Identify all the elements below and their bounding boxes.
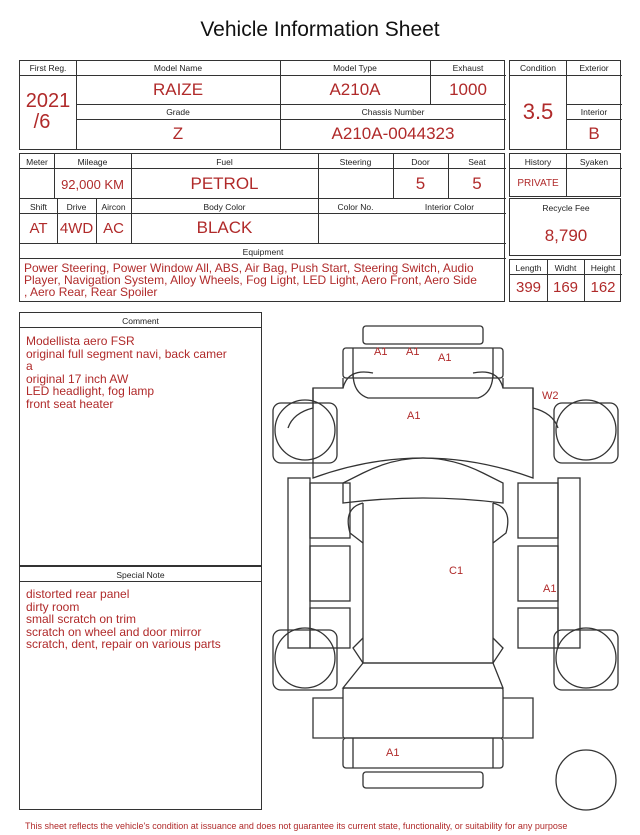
car-damage-diagram — [268, 318, 628, 818]
model-type-label: Model Type — [333, 63, 377, 73]
comment-line: a — [26, 359, 33, 373]
damage-mark: A1 — [406, 346, 420, 358]
special-note-box — [19, 566, 262, 810]
comment-line: original 17 inch AW — [26, 371, 129, 386]
comment-line: LED headlight, fog lamp — [26, 384, 155, 398]
comment-lines — [26, 335, 227, 410]
history-table — [509, 153, 621, 197]
special-note-line: scratch, dent, repair on various parts — [26, 637, 221, 651]
comment-line: original full segment navi, back camer — [26, 346, 227, 361]
height-label: Height — [590, 263, 616, 273]
drive-value: 4WD — [59, 220, 94, 237]
disclaimer-footer: This sheet reflects the vehicle's condition at issuance and does not guarantee its current state, functionality, or suitability for any purpose — [25, 821, 568, 831]
exterior-label: Exterior — [579, 63, 609, 73]
special-note-line: scratch on wheel and door mirror — [26, 624, 202, 639]
chassis-label: Chassis Number — [361, 107, 425, 117]
exhaust-label: Exhaust — [452, 63, 484, 73]
aircon-value: AC — [103, 220, 124, 237]
condition-value: 3.5 — [522, 99, 554, 124]
hood-panel — [313, 378, 533, 478]
damage-mark: A1 — [386, 747, 400, 759]
steering-label: Steering — [339, 157, 372, 167]
first-reg-year: 2021 — [25, 90, 71, 112]
right-side-panel — [558, 478, 580, 648]
page-title: Vehicle Information Sheet — [200, 18, 440, 41]
damage-mark: A1 — [543, 583, 557, 595]
door-label: Door — [411, 157, 430, 167]
model-type-value: A210A — [329, 80, 381, 99]
fuel-label: Fuel — [216, 157, 233, 167]
damage-mark: A1 — [374, 346, 388, 358]
windshield — [343, 458, 503, 503]
history-label: History — [524, 157, 552, 167]
height-value: 162 — [590, 279, 616, 296]
rear-left-wheel — [275, 628, 335, 688]
door-value: 5 — [415, 174, 426, 193]
length-label: Length — [515, 263, 542, 273]
body-color-value: BLACK — [196, 218, 253, 237]
equipment-line-1: Power Steering, Power Window All, ABS, Air Bag, Push Start, Steering Switch, Audio — [24, 261, 474, 275]
chassis-value: A210A-0044323 — [331, 124, 455, 143]
front-bumper — [343, 348, 503, 378]
vehicle-specs-table — [19, 153, 505, 302]
damage-mark: A1 — [407, 410, 421, 422]
seat-value: 5 — [472, 174, 482, 193]
special-note-line: dirty room — [26, 599, 80, 614]
equipment-label: Equipment — [242, 247, 284, 257]
model-name-label: Model Name — [153, 63, 203, 73]
recycle-fee-table — [509, 198, 621, 256]
shift-value: AT — [29, 220, 48, 237]
dimensions-table — [509, 259, 621, 302]
special-note-line: distorted rear panel — [26, 587, 130, 601]
syaken-label: Syaken — [579, 157, 609, 167]
grade-value: Z — [172, 124, 184, 143]
rear-bumper-bottom — [363, 772, 483, 788]
model-name-value: RAIZE — [152, 80, 204, 99]
left-side-panel — [288, 478, 310, 648]
front-right-wheel — [556, 400, 616, 460]
rear-right-wheel — [556, 628, 616, 688]
seat-label: Seat — [468, 157, 486, 167]
comment-box — [19, 312, 262, 566]
grade-label: Grade — [166, 107, 190, 117]
aircon-label: Aircon — [101, 202, 126, 212]
condition-label: Condition — [520, 63, 556, 73]
fuel-value: PETROL — [190, 174, 259, 193]
vehicle-basic-info-table — [19, 60, 505, 150]
exhaust-value: 1000 — [449, 80, 487, 99]
length-value: 399 — [515, 279, 542, 296]
equipment-line-3: , Aero Rear, Rear Spoiler — [24, 285, 158, 299]
equipment-line-2: Player, Navigation System, Alloy Wheels, Fog Light, LED Light, Aero Front, Aero Side — [24, 273, 477, 287]
drive-label: Drive — [66, 202, 87, 212]
condition-table — [509, 60, 621, 150]
recycle-fee-value: 8,790 — [544, 226, 588, 245]
roof-panel — [363, 503, 493, 663]
body-color-label: Body Color — [203, 202, 246, 212]
tailgate — [343, 688, 503, 738]
width-label: Widht — [554, 263, 577, 273]
meter-label: Meter — [26, 157, 48, 167]
damage-mark: W2 — [542, 390, 559, 402]
first-reg-month: /6 — [33, 111, 51, 133]
comment-line: front seat heater — [26, 396, 114, 411]
shift-label: Shift — [29, 202, 47, 212]
special-note-line: small scratch on trim — [26, 612, 137, 626]
recycle-fee-label: Recycle Fee — [542, 203, 590, 213]
spare-wheel — [556, 750, 616, 810]
rear-window — [343, 663, 503, 688]
mileage-value: 92,000 KM — [61, 177, 124, 192]
damage-mark: A1 — [438, 352, 452, 364]
interior-label: Interior — [580, 107, 608, 117]
width-value: 169 — [552, 279, 579, 296]
comment-line: Modellista aero FSR — [26, 334, 135, 348]
history-value: PRIVATE — [517, 178, 559, 189]
damage-mark: C1 — [449, 565, 464, 577]
first-reg-label: First Reg. — [29, 63, 67, 73]
mileage-label: Mileage — [77, 157, 108, 167]
interior-value: B — [588, 124, 600, 143]
interior-color-label: Interior Color — [424, 202, 475, 212]
special-note-lines — [26, 588, 221, 651]
front-bumper-top — [363, 326, 483, 344]
rear-bumper — [343, 738, 503, 768]
comment-label: Comment — [122, 316, 159, 326]
front-left-wheel — [275, 400, 335, 460]
color-no-label: Color No. — [337, 202, 374, 212]
special-note-label: Special Note — [116, 570, 165, 580]
